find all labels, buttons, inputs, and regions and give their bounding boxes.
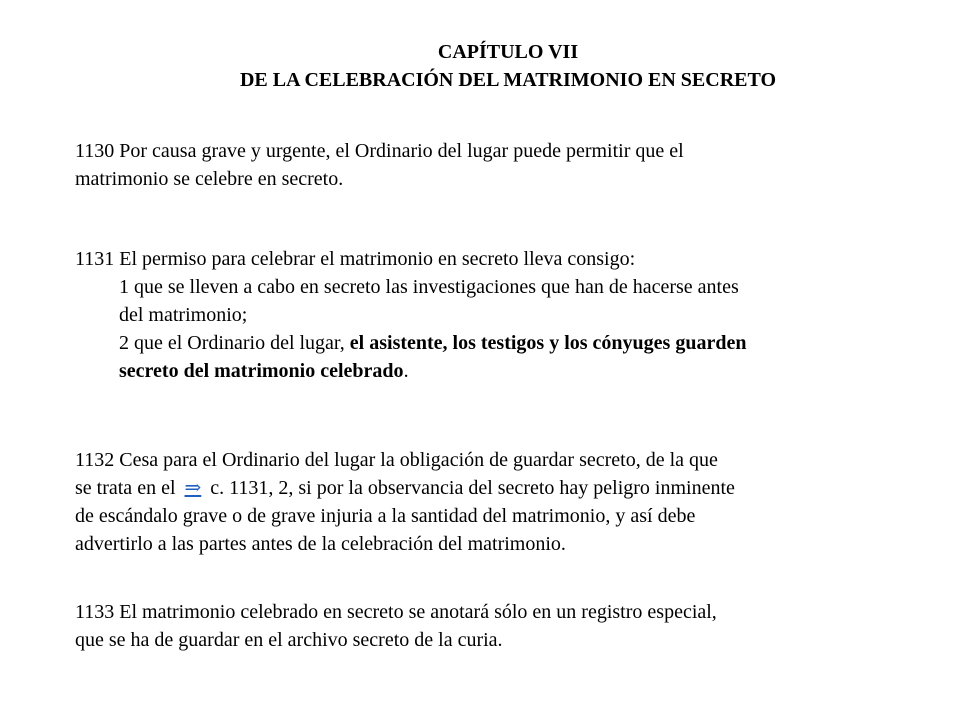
canon-1132-line-2 (75, 474, 895, 502)
canon-1132-line-2-suffix: c. 1131, 2, si por la observancia del secreto hay peligro inminente (205, 477, 735, 499)
canon-1130 (75, 137, 895, 193)
canon-1131-item-2-bold-1: el asistente, los testigos y los cónyuges guarden (349, 332, 747, 354)
canon-1132-line-4: advertirlo a las partes antes de la celebración del matrimonio. (75, 533, 566, 555)
canon-1130-line-2: matrimonio se celebre en secreto. (75, 168, 344, 190)
canon-1133-line-1: 1133 El matrimonio celebrado en secreto se anotará sólo en un registro especial, (75, 601, 717, 623)
canon-1131-item-1-line-1: 1 que se lleven a cabo en secreto las investigaciones que han de hacerse antes (119, 276, 739, 298)
canon-1131 (75, 245, 895, 385)
canon-1131-item-1 (75, 273, 895, 329)
chapter-heading (0, 38, 960, 94)
canon-1132-line-2-prefix: se trata en el (75, 477, 181, 499)
canon-1130-line-1: 1130 Por causa grave y urgente, el Ordinario del lugar puede permitir que el (75, 140, 684, 162)
chapter-title: DE LA CELEBRACIÓN DEL MATRIMONIO EN SECRETO (239, 69, 777, 91)
cross-reference-arrow-icon[interactable]: ⇒ (184, 477, 202, 499)
canon-1133-line-2: que se ha de guardar en el archivo secreto de la curia. (75, 629, 503, 651)
canon-1131-item-2-suffix: . (403, 360, 409, 382)
canon-1131-item-2-line-2 (119, 357, 895, 385)
canon-1131-item-2-line-1 (119, 329, 895, 357)
canon-1131-item-2 (75, 329, 895, 385)
canon-1131-item-2-bold-2: secreto del matrimonio celebrado (119, 360, 404, 382)
canon-1132-line-1: 1132 Cesa para el Ordinario del lugar la obligación de guardar secreto, de la que (75, 449, 718, 471)
canon-1131-item-2-prefix: 2 que el Ordinario del lugar, (119, 332, 350, 354)
chapter-number: CAPÍTULO VII (437, 41, 579, 63)
canon-1131-intro: 1131 El permiso para celebrar el matrimonio en secreto lleva consigo: (75, 248, 636, 270)
canon-1133 (75, 598, 895, 654)
canon-1131-item-1-line-2: del matrimonio; (119, 304, 248, 326)
canon-1132-line-3: de escándalo grave o de grave injuria a la santidad del matrimonio, y así debe (75, 505, 696, 527)
canon-1132 (75, 446, 895, 558)
